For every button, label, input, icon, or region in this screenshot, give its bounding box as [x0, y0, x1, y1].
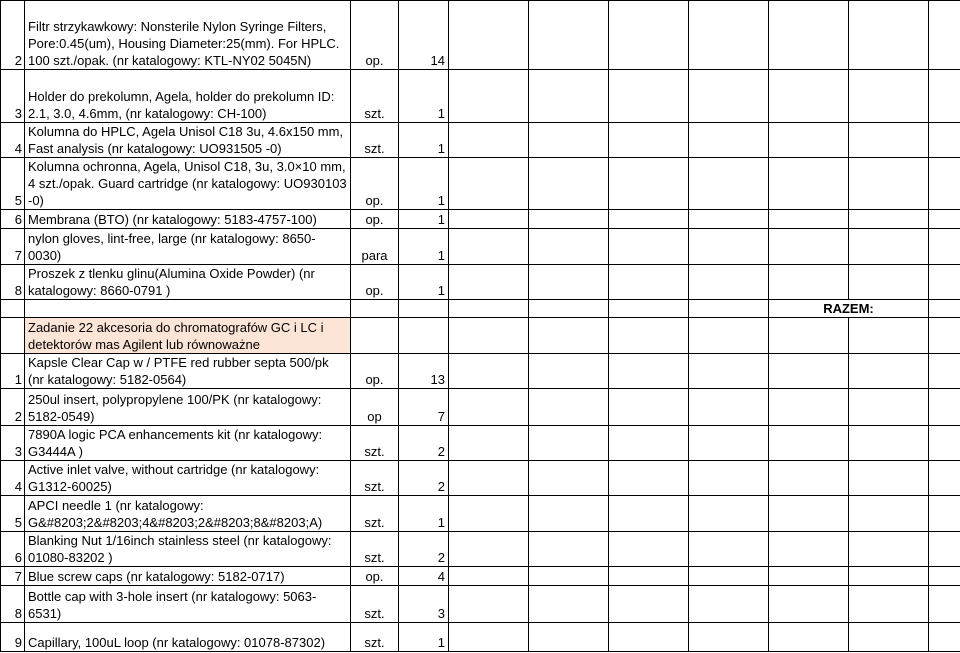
table-row [1, 70, 960, 123]
item-unit[interactable]: op. [351, 354, 399, 389]
item-unit[interactable]: szt. [351, 532, 399, 567]
item-qty[interactable]: 1 [399, 123, 449, 158]
table-row [1, 123, 960, 158]
table-row [1, 532, 960, 567]
table-row [1, 229, 960, 265]
item-qty[interactable]: 1 [399, 265, 449, 300]
item-name[interactable]: Bottle cap with 3-hole insert (nr katalogowy: 5063-6531) [25, 586, 351, 623]
row-number[interactable]: 1 [1, 354, 25, 389]
item-unit[interactable]: op. [351, 567, 399, 586]
item-name[interactable]: Kolumna ochronna, Agela, Unisol C18, 3u, 3.0×10 mm, 4 szt./opak. Guard cartridge (nr katalogowy: UO930103 -0) [25, 158, 351, 210]
row-number[interactable]: 2 [1, 389, 25, 426]
row-number[interactable]: 5 [1, 496, 25, 532]
row-number[interactable]: 2 [1, 1, 25, 70]
row-number[interactable]: 5 [1, 158, 25, 210]
item-name[interactable]: Capillary, 100uL loop (nr katalogowy: 01078-87302) [25, 623, 351, 652]
item-qty[interactable]: 1 [399, 623, 449, 652]
table-row [1, 586, 960, 623]
item-name[interactable]: Proszek z tlenku glinu(Alumina Oxide Powder) (nr katalogowy: 8660-0791 ) [25, 265, 351, 300]
item-unit[interactable]: szt. [351, 426, 399, 461]
item-unit[interactable]: szt. [351, 123, 399, 158]
item-unit[interactable]: op. [351, 158, 399, 210]
item-qty[interactable]: 2 [399, 532, 449, 567]
item-qty[interactable]: 14 [399, 1, 449, 70]
table-row [1, 158, 960, 210]
table-row [1, 1, 960, 70]
item-unit[interactable]: szt. [351, 461, 399, 496]
row-number[interactable]: 3 [1, 426, 25, 461]
item-unit[interactable]: op. [351, 1, 399, 70]
item-qty[interactable]: 2 [399, 426, 449, 461]
table-row [1, 426, 960, 461]
item-name[interactable]: Blue screw caps (nr katalogowy: 5182-0717) [25, 567, 351, 586]
item-name[interactable]: 250ul insert, polypropylene 100/PK (nr katalogowy: 5182-0549) [25, 389, 351, 426]
item-qty[interactable]: 1 [399, 158, 449, 210]
table-row [1, 389, 960, 426]
table-row [1, 210, 960, 229]
item-unit[interactable]: szt. [351, 496, 399, 532]
item-name[interactable]: nylon gloves, lint-free, large (nr katalogowy: 8650-0030) [25, 229, 351, 265]
row-number[interactable]: 6 [1, 210, 25, 229]
item-name[interactable]: 7890A logic PCA enhancements kit (nr katalogowy: G3444A ) [25, 426, 351, 461]
row-number[interactable]: 4 [1, 123, 25, 158]
row-number[interactable]: 3 [1, 70, 25, 123]
item-qty[interactable]: 1 [399, 496, 449, 532]
item-qty[interactable]: 1 [399, 229, 449, 265]
item-qty[interactable]: 7 [399, 389, 449, 426]
item-name[interactable]: APCI needle 1 (nr katalogowy: G&#8203;2&#8203;4&#8203;2&#8203;8&#8203;A) [25, 496, 351, 532]
item-name[interactable]: Filtr strzykawkowy: Nonsterile Nylon Syringe Filters, Pore:0.45(um), Housing Diameter:25(mm). For HPLC. 100 szt./opak. (nr katalogowy: KTL-NY02 5045N) [25, 1, 351, 70]
item-name[interactable]: Kapsle Clear Cap w / PTFE red rubber septa 500/pk (nr katalogowy: 5182-0564) [25, 354, 351, 389]
row-number[interactable]: 4 [1, 461, 25, 496]
item-qty[interactable]: 1 [399, 70, 449, 123]
table-row [1, 300, 960, 318]
table-row [1, 496, 960, 532]
row-number[interactable]: 7 [1, 229, 25, 265]
item-qty[interactable]: 13 [399, 354, 449, 389]
row-number[interactable]: 7 [1, 567, 25, 586]
item-qty[interactable]: 4 [399, 567, 449, 586]
item-name[interactable]: Membrana (BTO) (nr katalogowy: 5183-4757-100) [25, 210, 351, 229]
section-title[interactable]: Zadanie 22 akcesoria do chromatografów GC i LC i detektorów mas Agilent lub równoważne [25, 318, 351, 354]
item-unit[interactable]: op [351, 389, 399, 426]
item-unit[interactable]: szt. [351, 586, 399, 623]
item-qty[interactable]: 2 [399, 461, 449, 496]
item-name[interactable]: Active inlet valve, without cartridge (nr katalogowy: G1312-60025) [25, 461, 351, 496]
item-name[interactable]: Holder do prekolumn, Agela, holder do prekolumn ID: 2.1, 3.0, 4.6mm, (nr katalogowy: CH-100) [25, 70, 351, 123]
summary-label[interactable]: RAZEM: [769, 300, 929, 318]
item-qty[interactable]: 1 [399, 210, 449, 229]
table-row [1, 354, 960, 389]
table-row [1, 265, 960, 300]
row-number[interactable]: 6 [1, 532, 25, 567]
item-unit[interactable]: szt. [351, 70, 399, 123]
item-unit[interactable]: para [351, 229, 399, 265]
item-name[interactable]: Kolumna do HPLC, Agela Unisol C18 3u, 4.6x150 mm, Fast analysis (nr katalogowy: UO931505 -0) [25, 123, 351, 158]
item-unit[interactable]: szt. [351, 623, 399, 652]
section-row [1, 318, 960, 354]
table-row [1, 623, 960, 652]
row-number[interactable]: 8 [1, 586, 25, 623]
item-name[interactable]: Blanking Nut 1/16inch stainless steel (nr katalogowy: 01080-83202 ) [25, 532, 351, 567]
item-unit[interactable]: op. [351, 210, 399, 229]
row-number[interactable]: 9 [1, 623, 25, 652]
table-row [1, 567, 960, 586]
row-number[interactable]: 8 [1, 265, 25, 300]
item-unit[interactable]: op. [351, 265, 399, 300]
item-qty[interactable]: 3 [399, 586, 449, 623]
table-row [1, 461, 960, 496]
